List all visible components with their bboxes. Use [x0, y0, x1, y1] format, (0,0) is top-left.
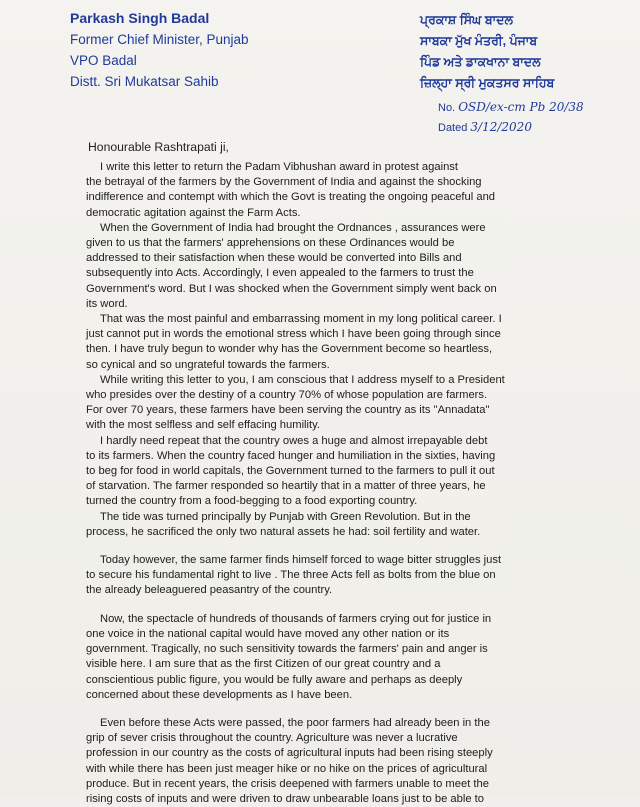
sender-district-punjabi: ਜ਼ਿਲ੍ਹਾ ਸ੍ਰੀ ਮੁਕਤਸਰ ਸਾਹਿਬ	[420, 76, 555, 90]
paragraph-3: That was the most painful and embarrassing moment in my long political career. I just cannot put in words the emotional stress which I have been going through since then. I have truly begun to wonder why has the Government become so heartless, so cynical and so ungrateful towards the farmers.	[86, 313, 502, 371]
paragraph-8: Now, the spectacle of hundreds of thousands of farmers crying out for justice in one voice in the national capital would have moved any other nation or its government. Tragically, no such sensitivity towards the farmers' pain and anger is visible here. I am sure that as the first Citizen of our great country and a conscientious public figure, you would be fully aware and perhaps as deeply concerned about these developments as I have been.	[86, 612, 492, 701]
reference-date-label: Dated	[438, 122, 468, 134]
reference-block	[438, 98, 584, 138]
sender-village-punjabi: ਪਿੰਡ ਅਤੇ ਡਾਕਖਾਨਾ ਬਾਦਲ	[420, 55, 541, 69]
paragraph-5: I hardly need repeat that the country owes a huge and almost irrepayable debt to its farmers. When the country faced hunger and humiliation in the sixties, having to beg for food in world capitals, the Government turned to the farmers to pull it out of starvation. The farmer responded so heartily that in a matter of three years, he turned the country from a food-begging to a food exporting country.	[86, 434, 496, 508]
sender-name-punjabi: ਪ੍ਰਕਾਸ਼ ਸਿੰਘ ਬਾਦਲ	[420, 13, 513, 27]
reference-number	[438, 98, 584, 118]
letterhead-punjabi	[420, 10, 554, 94]
reference-date	[438, 118, 584, 138]
reference-number-label: No.	[438, 102, 456, 114]
paragraph-4: While writing this letter to you, I am conscious that I address myself to a President who presides over the destiny of a country 70% of whose population are farmers. For over 70 years, these farmers have been serving the country as its "Annadata" with the most selfless and self effacing humility.	[86, 373, 505, 432]
letter-body	[86, 160, 560, 807]
sender-designation-punjabi: ਸਾਬਕਾ ਮੁੱਖ ਮੰਤਰੀ, ਪੰਜਾਬ	[420, 34, 538, 48]
paragraph-2: When the Government of India had brought the Ordnances , assurances were given to us that the farmers' apprehensions on these Ordinances would be addressed to their satisfaction when these would be converted into Bills and subsequently into Acts. Accordingly, I even appealed to the farmers to trust the Government's word. But I was shocked when the Government simply went back on its word.	[86, 221, 497, 310]
sender-designation: Former Chief Minister, Punjab	[70, 32, 249, 47]
paragraph-6: The tide was turned principally by Punjab with Green Revolution. But in the process, he sacrificed the only two natural assets he had: soil fertility and water.	[86, 510, 481, 538]
salutation: Honourable Rashtrapati ji,	[88, 140, 229, 154]
letterhead-english	[70, 8, 249, 92]
reference-date-value: 3/12/2020	[470, 120, 532, 134]
sender-district: Distt. Sri Mukatsar Sahib	[70, 74, 219, 89]
sender-name: Parkash Singh Badal	[70, 10, 210, 26]
paragraph-9: Even before these Acts were passed, the poor farmers had already been in the grip of sever crisis throughout the country. Agriculture was never a lucrative profession in our country as the costs of agricultural inputs had been rising steeply with while there has been just meager hike or no hike on the prices of agricultural produce. But in recent years, the crisis deepened with farmers unable to meet the rising costs of inputs and were driven to draw unbearable loans just to be able to	[86, 716, 493, 805]
reference-number-value: OSD/ex-cm Pb 20/38	[458, 100, 584, 114]
sender-village: VPO Badal	[70, 53, 137, 68]
paragraph-7: Today however, the same farmer finds himself forced to wage bitter struggles just to secure his fundamental right to live . The three Acts fell as bolts from the blue on the already beleaguered peasantry of the country.	[86, 554, 502, 597]
paragraph-1: I write this letter to return the Padam Vibhushan award in protest against the betrayal of the farmers by the Government of India and against the shocking indifference and contempt with which the Govt is treating the ongoing peaceful and democratic agitation against the Farm Acts.	[86, 161, 496, 219]
